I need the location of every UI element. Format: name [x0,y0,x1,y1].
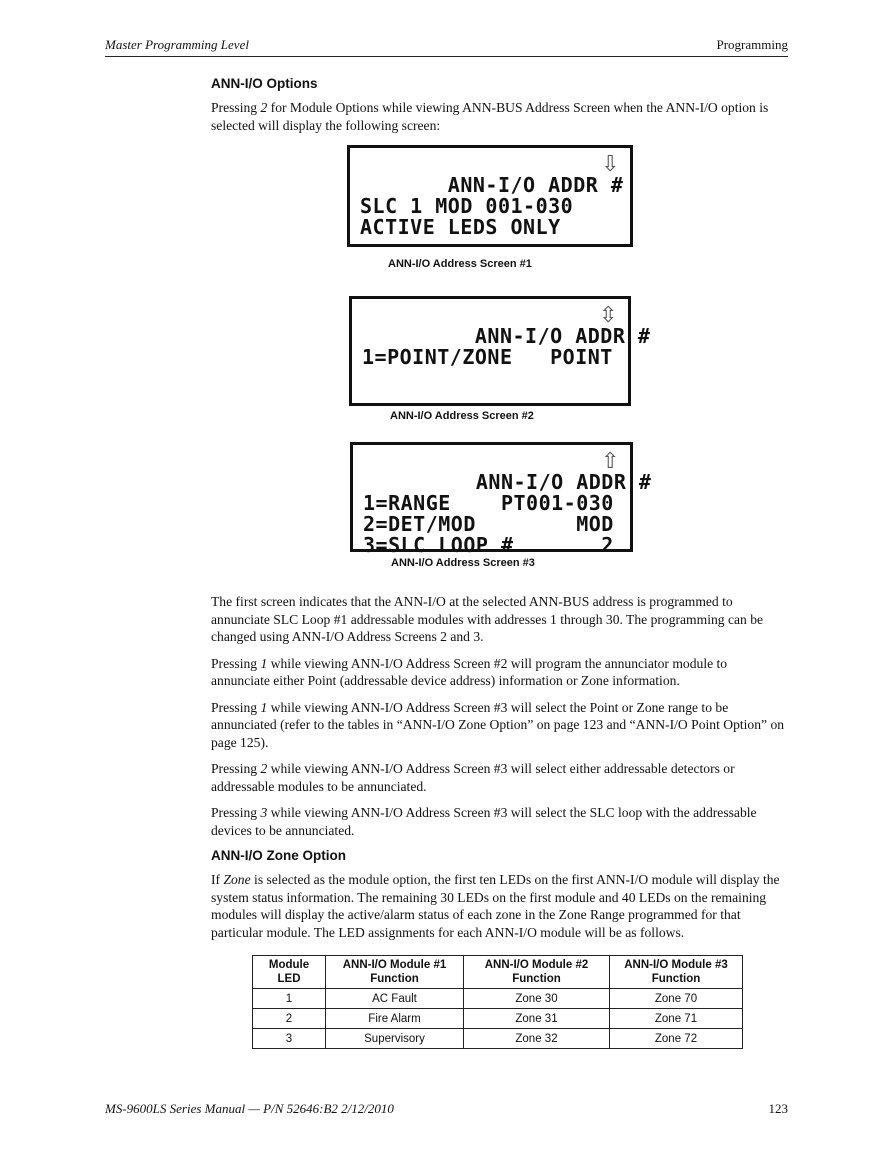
scroll-down-arrow-icon: ⇩ [601,152,620,177]
table-cell: 3 [253,1029,326,1049]
table-row [253,1029,743,1049]
lcd-screen-2-text: ANN-I/O ADDR # 1=POINT/ZONE POINT [362,324,651,369]
lcd-screen-1-caption: ANN-I/O Address Screen #1 [388,258,532,270]
lcd-screen-3-figure [211,435,786,585]
lcd-screen-2-caption: ANN-I/O Address Screen #2 [390,410,534,422]
lcd-screen-3-text: ANN-I/O ADDR # 1=RANGE PT001-030 2=DET/MOD MOD 3=SLC LOOP # 2 [363,470,652,557]
running-header-section: Master Programming Level [105,37,249,52]
led-assignment-table [252,955,743,1049]
footer-manual-title: MS-9600LS Series Manual — P/N 52646:B2 2/12/2010 [105,1101,394,1116]
table-cell: Zone 70 [610,989,743,1009]
table-cell: AC Fault [326,989,464,1009]
table-cell: Zone 32 [464,1029,610,1049]
paragraph-key1-screen2: Pressing 1 while viewing ANN-I/O Address Screen #2 will program the annunciator module to annunciate either Point (addressable device address) information or Zone information. [211,655,728,688]
table-cell: 1 [253,989,326,1009]
table-cell: Fire Alarm [326,1009,464,1029]
paragraph-key3-screen3: Pressing 3 while viewing ANN-I/O Address Screen #3 will select the SLC loop with the addressable devices to be annunciated. [211,805,757,838]
column-header-module-3: ANN-I/O Module #3 Function [610,956,743,989]
paragraph-key1-screen3: Pressing 1 while viewing ANN-I/O Address Screen #3 will select the Point or Zone range to be annunciated (refer to the tables in “ANN-I/O Zone Option” on page 123 and “ANN-I/O Point Option” on page 125). [211,699,785,750]
header-rule [105,56,788,57]
section-title-options: ANN-I/O Options [211,76,318,91]
section-title-zone-option: ANN-I/O Zone Option [211,848,346,863]
table-cell: Zone 30 [464,989,610,1009]
table-header-row [253,956,743,989]
intro-paragraph: Pressing 2 for Module Options while viewing ANN-BUS Address Screen when the ANN-I/O option is selected will display the following screen: [211,100,769,133]
table-cell: Zone 31 [464,1009,610,1029]
lcd-screen-1-text: ANN-I/O ADDR # SLC 1 MOD 001-030 ACTIVE LEDS ONLY [360,173,624,239]
table-row [253,989,743,1009]
zone-option-paragraph: If Zone is selected as the module option, the first ten LEDs on the first ANN-I/O module will display the system status information. The remaining 30 LEDs on the first module and 40 LEDs on the remaining modules will display the active/alarm status of each zone in the Zone Range programmed for that particular module. The LED assignments for each ANN-I/O module will be as follows. [211,872,780,940]
page-content [211,72,786,1049]
column-header-module-led: Module LED [253,956,326,989]
paragraph-screen-summary: The first screen indicates that the ANN-I/O at the selected ANN-BUS address is programmed to annunciate SLC Loop #1 addressable modules with addresses 1 through 30. The programming can be changed using ANN-I/O Address Screens 2 and 3. [211,594,764,644]
scroll-up-arrow-icon: ⇧ [601,449,620,474]
lcd-screen-1-figure [211,143,786,289]
paragraph-key2-screen3: Pressing 2 while viewing ANN-I/O Address Screen #3 will select either addressable detectors or addressable modules to be annunciated. [211,761,735,794]
table-row [253,1009,743,1029]
scroll-up-down-arrow-icon: ⇳ [599,303,618,328]
running-header-chapter: Programming [716,37,788,52]
table-cell: Supervisory [326,1029,464,1049]
page-number: 123 [768,1101,788,1116]
table-cell: Zone 72 [610,1029,743,1049]
lcd-screen-2 [349,296,651,406]
lcd-screen-3 [350,442,652,557]
table-cell: Zone 71 [610,1009,743,1029]
table-cell: 2 [253,1009,326,1029]
lcd-screen-1 [347,145,633,247]
lcd-screen-2-figure [211,289,786,435]
column-header-module-1: ANN-I/O Module #1 Function [326,956,464,989]
column-header-module-2: ANN-I/O Module #2 Function [464,956,610,989]
lcd-screen-3-caption: ANN-I/O Address Screen #3 [391,557,535,569]
